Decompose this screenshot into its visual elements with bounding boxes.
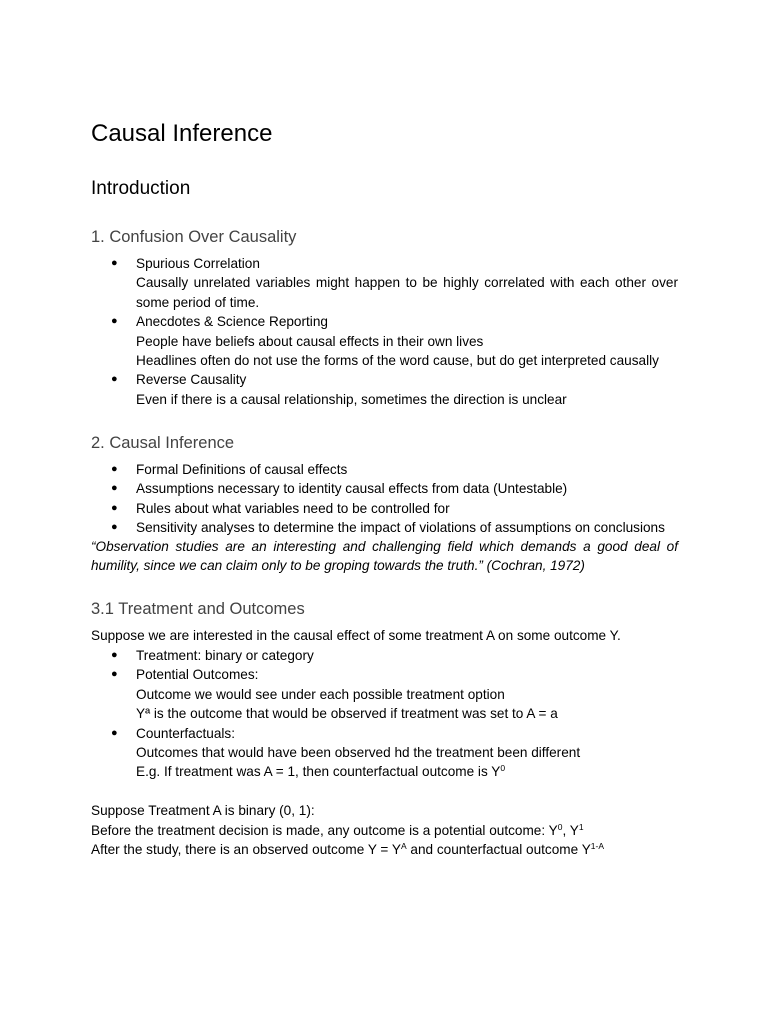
- cochran-quote: “Observation studies are an interesting and challenging field which demands a good deal of humility, since we can claim only to be groping towards the truth.” (Cochran, 1972): [91, 539, 678, 574]
- bullet-icon: ●: [111, 463, 118, 475]
- superscript: 1-A: [590, 841, 604, 851]
- bullet-icon: ●: [111, 482, 118, 495]
- superscript: 0: [557, 822, 563, 832]
- item-detail: Outcomes that would have been observed hd the treatment been different: [136, 745, 581, 761]
- binary-line: Suppose Treatment A is binary (0, 1):: [91, 803, 315, 818]
- section3-list: [91, 646, 678, 782]
- document-title: Causal Inference: [91, 120, 273, 147]
- bullet-icon: ●: [111, 521, 118, 534]
- list-item: [91, 460, 678, 479]
- bullet-icon: ●: [111, 373, 118, 386]
- item-label: Sensitivity analyses to determine the impact of violations of assumptions on conclusions: [136, 520, 665, 536]
- list-item: [91, 499, 678, 518]
- list-item: [91, 518, 678, 537]
- item-label: Spurious Correlation: [136, 256, 260, 271]
- item-label: Treatment: binary or category: [136, 648, 314, 663]
- section3-heading: 3.1 Treatment and Outcomes: [91, 600, 305, 618]
- section1-list: [91, 254, 678, 409]
- item-detail: People have beliefs about causal effects in their own lives: [136, 333, 484, 349]
- before-line: [91, 821, 678, 840]
- section2-list: [91, 460, 678, 538]
- superscript: 0: [500, 763, 506, 774]
- item-detail: Outcome we would see under each possible treatment option: [136, 686, 505, 702]
- item-label: Formal Definitions of causal effects: [136, 462, 348, 477]
- bullet-icon: ●: [111, 649, 118, 661]
- item-detail: Causally unrelated variables might happen to be highly correlated with each other over some period of time.: [136, 275, 678, 310]
- bullet-icon: ●: [111, 501, 118, 514]
- list-item: [91, 312, 678, 370]
- item-detail: [136, 762, 678, 781]
- item-label: Counterfactuals:: [136, 725, 235, 741]
- list-item: [91, 665, 678, 723]
- item-label: Assumptions necessary to identity causal effects from data (Untestable): [136, 481, 568, 497]
- item-detail: Headlines often do not use the forms of the word cause, but do get interpreted causally: [136, 353, 659, 369]
- item-label: Rules about what variables need to be controlled for: [136, 500, 450, 516]
- after-line: [91, 840, 678, 859]
- before-text: Before the treatment decision is made, any outcome is a potential outcome: Y: [91, 823, 558, 838]
- list-item: [91, 724, 678, 782]
- item-detail: Even if there is a causal relationship, sometimes the direction is unclear: [136, 391, 567, 407]
- item-label: Reverse Causality: [136, 372, 247, 388]
- bullet-icon: ●: [111, 315, 118, 328]
- before-text: , Y: [562, 823, 579, 838]
- bullet-icon: ●: [111, 257, 118, 269]
- item-label: Anecdotes & Science Reporting: [136, 314, 328, 330]
- list-item: [91, 370, 678, 409]
- after-text: After the study, there is an observed outcome Y = Y: [91, 842, 401, 857]
- bullet-icon: ●: [111, 726, 118, 739]
- superscript: 1: [578, 822, 584, 832]
- section2-heading: 2. Causal Inference: [91, 434, 235, 452]
- superscript: A: [400, 841, 407, 851]
- list-item: [91, 254, 678, 312]
- section1-heading: 1. Confusion Over Causality: [91, 228, 297, 246]
- counterfactual-text: E.g. If treatment was A = 1, then counterfactual outcome is Y: [136, 764, 501, 780]
- section3-intro: Suppose we are interested in the causal effect of some treatment A on some outcome Y.: [91, 628, 621, 643]
- item-label: Potential Outcomes:: [136, 667, 259, 683]
- bullet-icon: ●: [111, 668, 118, 681]
- list-item: [91, 479, 678, 498]
- item-detail: Yª is the outcome that would be observed if treatment was set to A = a: [136, 706, 558, 722]
- list-item: [91, 646, 678, 665]
- intro-heading: Introduction: [91, 178, 191, 199]
- after-text: and counterfactual outcome Y: [406, 842, 591, 857]
